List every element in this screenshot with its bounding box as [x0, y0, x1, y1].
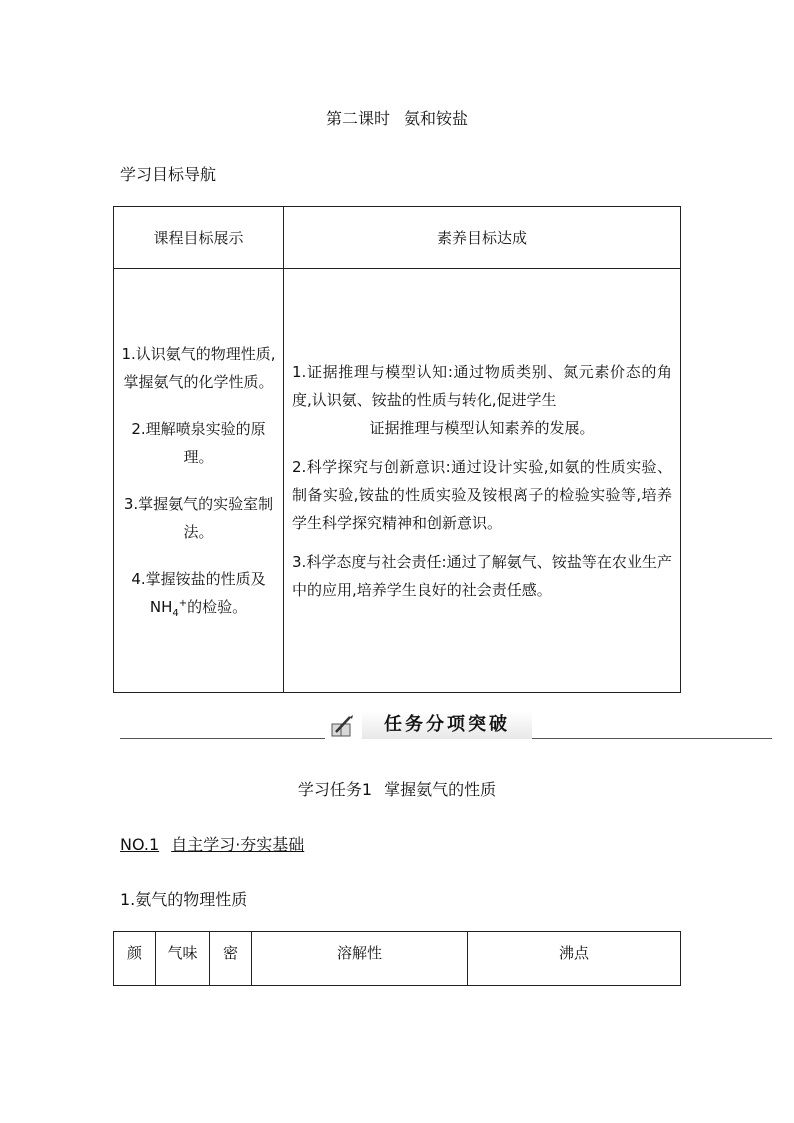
- props-header-color: 颜: [114, 932, 156, 986]
- subsection-heading: NO.1 自主学习·夯实基础: [120, 835, 305, 854]
- props-header-solubility: 溶解性: [252, 932, 468, 986]
- props-header-boiling: 沸点: [468, 932, 681, 986]
- pen-book-icon: [330, 714, 356, 738]
- goals-header-right: 素养目标达成: [284, 207, 681, 269]
- goals-header-left: 课程目标展示: [114, 207, 284, 269]
- task-title: 学习任务1 掌握氨气的性质: [297, 780, 497, 799]
- props-header-density: 密: [210, 932, 252, 986]
- literacy-goal-item: 3.科学态度与社会责任:通过了解氨气、铵盐等在农业生产中的应用,培养学生良好的社会责任感。: [292, 552, 672, 599]
- section-label: 学习目标导航: [120, 165, 217, 184]
- course-goal-item: 3.掌握氨气的实验室制法。: [123, 495, 274, 541]
- point-heading: 1.氨气的物理性质: [120, 890, 248, 909]
- course-goals-cell: [114, 269, 284, 693]
- course-goal-item: 4.掌握铵盐的性质及$NH_4^+$的检验。: [131, 570, 266, 619]
- page-title: 第二课时 氨和铵盐: [325, 109, 469, 128]
- properties-table: [113, 931, 681, 986]
- literacy-goals-cell: [284, 269, 681, 693]
- literacy-goal-item: 1.证据推理与模型认知:通过物质类别、氮元素价态的角度,认识氨、铵盐的性质与转化,促进学生 证据推理与模型认知素养的发展。: [292, 362, 672, 437]
- props-header-smell: 气味: [156, 932, 210, 986]
- goals-table: [113, 206, 681, 693]
- literacy-goal-item: 2.科学探究与创新意识:通过设计实验,如氨的性质实验、制备实验,铵盐的性质实验及铵根离子的检验实验等,培养学生科学探究精神和创新意识。: [292, 457, 672, 532]
- course-goal-item: 2.理解喷泉实验的原理。: [131, 420, 266, 466]
- banner-title: 任务分项突破: [362, 711, 532, 739]
- course-goal-item: 1.认识氨气的物理性质,掌握氨气的化学性质。: [121, 345, 276, 391]
